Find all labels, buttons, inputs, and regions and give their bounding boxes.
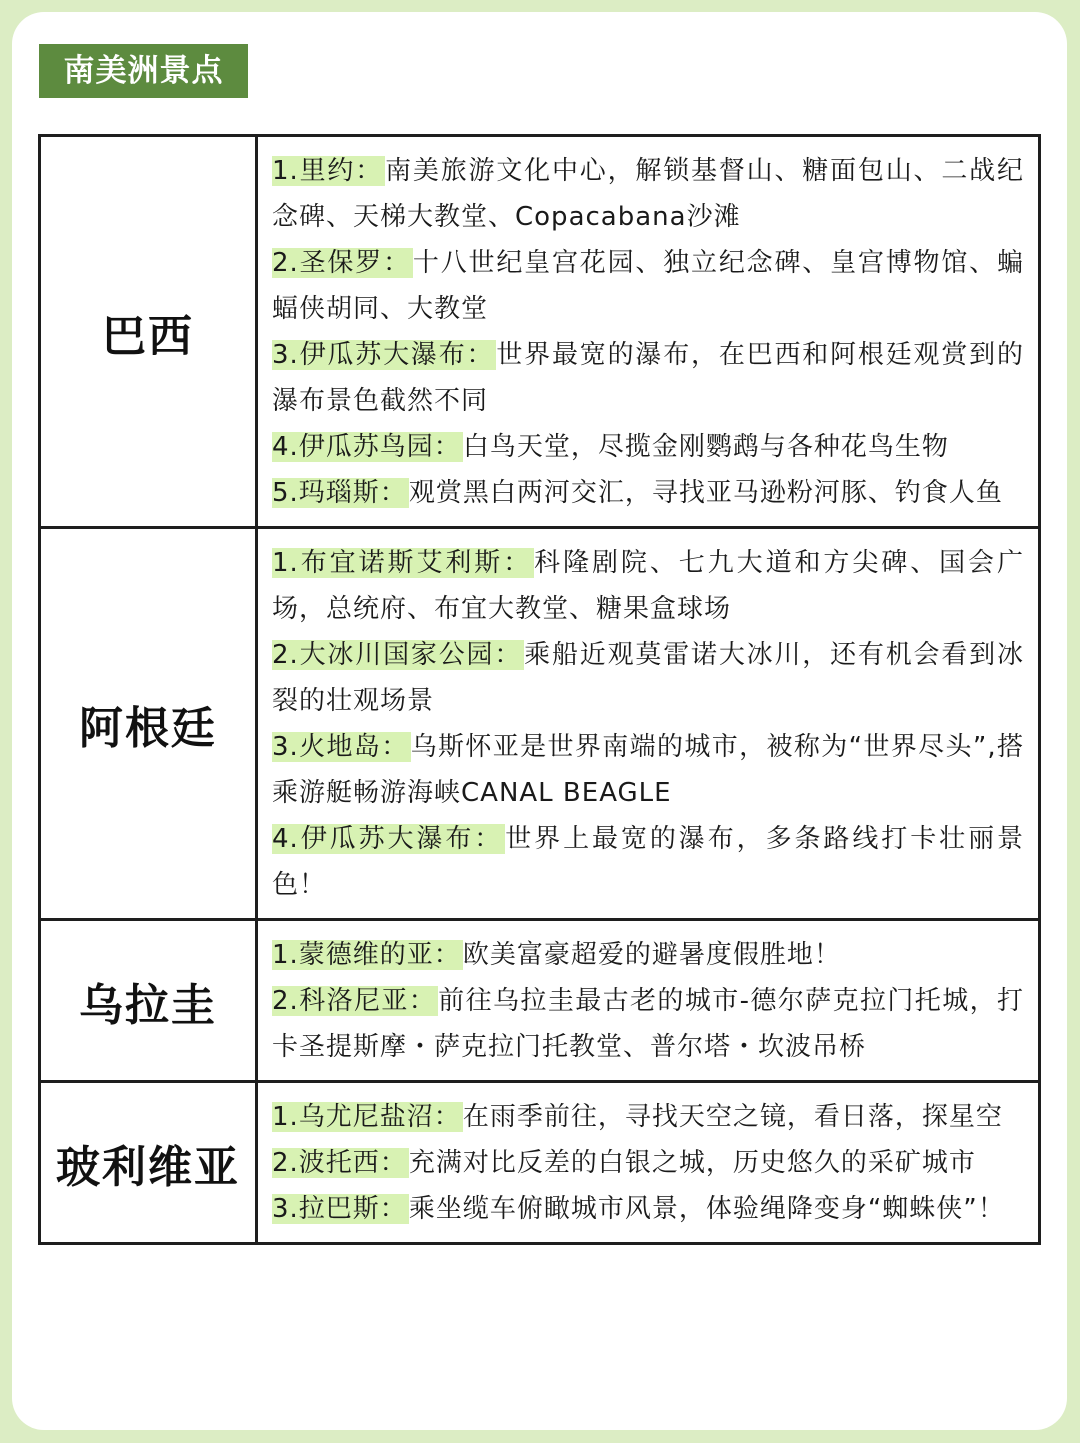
attraction-label: 3.拉巴斯：	[272, 1194, 407, 1224]
attraction-item	[272, 148, 1024, 240]
attraction-text: 世界上最宽的瀑布，多条路线打卡壮丽景色！	[272, 824, 1024, 900]
attraction-text: 白鸟天堂，尽揽金刚鹦鹉与各种花鸟生物	[462, 432, 949, 462]
table-row-argentina	[40, 528, 1040, 920]
attraction-item	[272, 332, 1024, 424]
attraction-item	[272, 424, 1024, 470]
attractions-cell	[257, 920, 1040, 1082]
attraction-label: 1.布宜诺斯艾利斯：	[272, 548, 533, 578]
attraction-text: 南美旅游文化中心，解锁基督山、糖面包山、二战纪念碑、天梯大教堂、Copacabana沙滩	[272, 156, 1024, 232]
country-name: 巴西	[40, 136, 257, 528]
attraction-label: 2.科洛尼亚：	[272, 986, 437, 1016]
attraction-text: 充满对比反差的白银之城，历史悠久的采矿城市	[408, 1148, 976, 1178]
attraction-text: 前往乌拉圭最古老的城市-德尔萨克拉门托城，打卡圣提斯摩・萨克拉门托教堂、普尔塔・坎波吊桥	[272, 986, 1024, 1062]
attractions-cell	[257, 528, 1040, 920]
attraction-label: 3.火地岛：	[272, 732, 409, 762]
attraction-label: 5.玛瑙斯：	[272, 478, 407, 508]
attraction-item	[272, 470, 1024, 516]
attraction-item	[272, 1140, 1024, 1186]
attraction-item	[272, 632, 1024, 724]
attraction-item	[272, 932, 1024, 978]
attraction-text: 欧美富豪超爱的避暑度假胜地！	[462, 940, 841, 970]
attraction-item	[272, 240, 1024, 332]
table-row-uruguay	[40, 920, 1040, 1082]
attraction-label: 2.大冰川国家公园：	[272, 640, 523, 670]
attractions-cell	[257, 1082, 1040, 1244]
attraction-text: 科隆剧院、七九大道和方尖碑、国会广场，总统府、布宜大教堂、糖果盒球场	[272, 548, 1024, 624]
attraction-text: 乘船近观莫雷诺大冰川，还有机会看到冰裂的壮观场景	[272, 640, 1024, 716]
attraction-text: 十八世纪皇宫花园、独立纪念碑、皇宫博物馆、蝙蝠侠胡同、大教堂	[272, 248, 1024, 324]
country-name: 阿根廷	[40, 528, 257, 920]
country-name: 乌拉圭	[40, 920, 257, 1082]
attraction-label: 2.圣保罗：	[272, 248, 411, 278]
attraction-label: 4.伊瓜苏鸟园：	[272, 432, 461, 462]
attraction-label: 3.伊瓜苏大瀑布：	[272, 340, 495, 370]
attraction-text: 乌斯怀亚是世界南端的城市，被称为“世界尽头”,搭乘游艇畅游海峡CANAL BEAGLE	[272, 732, 1024, 808]
attraction-item	[272, 816, 1024, 908]
attraction-label: 2.波托西：	[272, 1148, 407, 1178]
attraction-text: 观赏黑白两河交汇，寻找亚马逊粉河豚、钓食人鱼	[408, 478, 1003, 508]
table-row-bolivia	[40, 1082, 1040, 1244]
attractions-cell	[257, 136, 1040, 528]
attraction-label: 1.乌尤尼盐沼：	[272, 1102, 461, 1132]
attraction-text: 在雨季前往，寻找天空之镜，看日落，探星空	[462, 1102, 1003, 1132]
attraction-label: 4.伊瓜苏大瀑布：	[272, 824, 504, 854]
page-title: 南美洲景点	[39, 44, 248, 98]
attraction-text: 世界最宽的瀑布，在巴西和阿根廷观赏到的瀑布景色截然不同	[272, 340, 1024, 416]
attraction-item	[272, 978, 1024, 1070]
attractions-table	[38, 134, 1041, 1245]
attraction-label: 1.里约：	[272, 156, 384, 186]
attraction-item	[272, 1186, 1024, 1232]
attraction-text: 乘坐缆车俯瞰城市风景，体验绳降变身“蜘蛛侠”！	[408, 1194, 1005, 1224]
attraction-label: 1.蒙德维的亚：	[272, 940, 461, 970]
attraction-item	[272, 540, 1024, 632]
country-name: 玻利维亚	[40, 1082, 257, 1244]
attraction-item	[272, 724, 1024, 816]
attraction-item	[272, 1094, 1024, 1140]
table-row-brazil	[40, 136, 1040, 528]
